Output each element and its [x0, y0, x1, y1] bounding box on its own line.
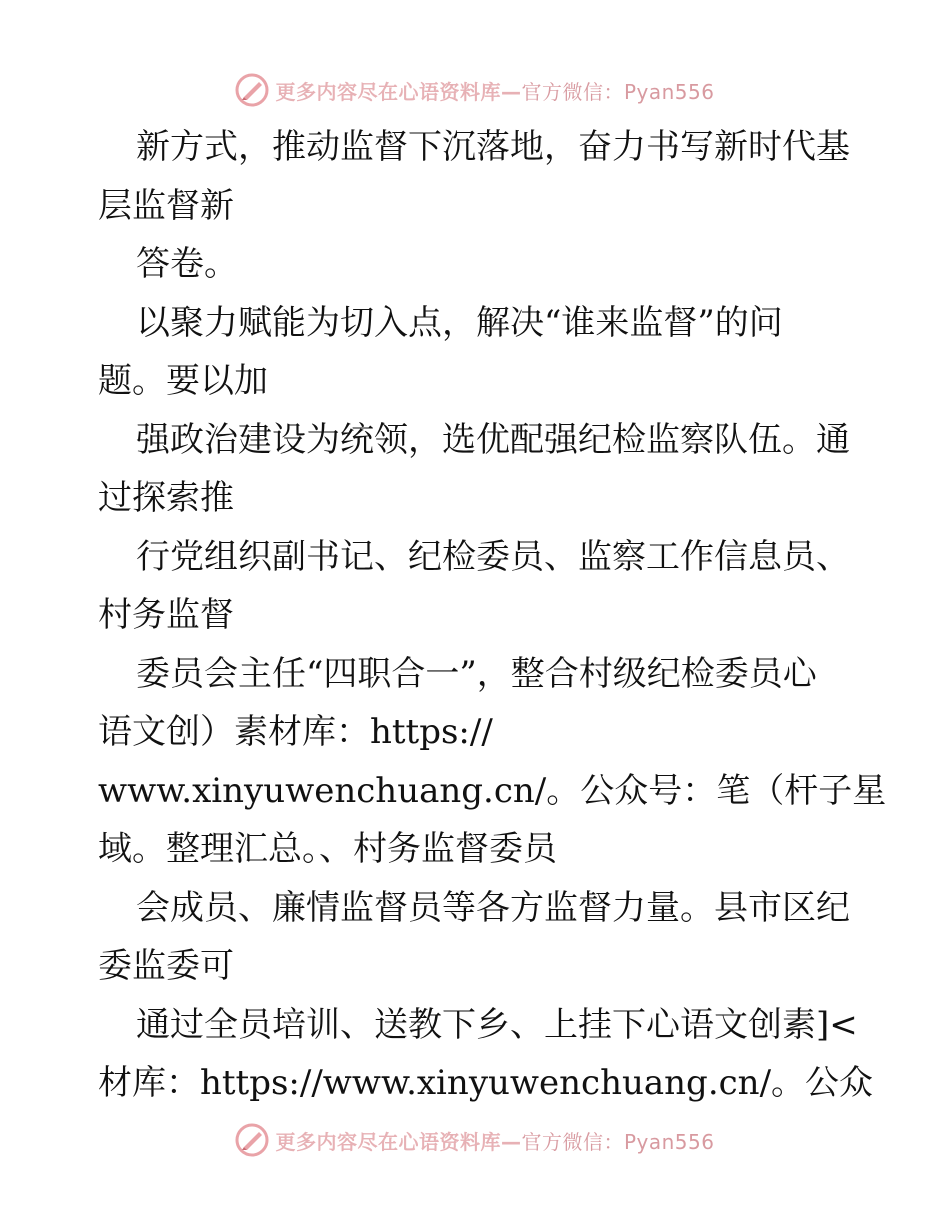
document-body: [98, 118, 887, 1113]
text-line: 新方式，推动监督下沉落地，奋力书写新时代基: [136, 127, 850, 167]
text-line: 委员会主任“四职合一”，整合村级纪检委员心: [136, 653, 817, 694]
text-line: 域。整理汇总。、村务监督委员: [98, 829, 557, 869]
text-line: 村务监督: [98, 595, 234, 635]
text-line: 材库：https://www.xinyuwenchuang.cn/。公众: [98, 1063, 874, 1103]
quill-pen-logo-icon: [235, 1123, 269, 1157]
header-watermark: [0, 70, 950, 110]
text-line: 行党组织副书记、纪检委员、监察工作信息员、: [136, 536, 850, 577]
quill-pen-logo-icon: [235, 73, 269, 107]
watermark-text: 更多内容尽在心语资料库—官方微信：Pyan556: [275, 1129, 715, 1154]
text-line: 强政治建设为统领，选优配强纪检监察队伍。通: [136, 419, 850, 460]
text-line: 委监委可: [98, 946, 234, 986]
text-line: 以聚力赋能为切入点，解决“谁来监督”的问: [136, 302, 783, 343]
text-line: 答卷。: [136, 244, 238, 284]
text-line: www.xinyuwenchuang.cn/。公众号：笔（杆子星: [98, 770, 887, 811]
text-line: 语文创）素材库：https://: [98, 712, 493, 752]
text-line: 通过全员培训、送教下乡、上挂下心语文创素]<: [136, 1004, 858, 1045]
text-line: 题。要以加: [98, 361, 268, 401]
text-line: 层监督新: [98, 185, 234, 226]
watermark-text: 更多内容尽在心语资料库—官方微信：Pyan556: [275, 79, 715, 104]
text-line: 过探索推: [98, 478, 234, 518]
footer-watermark: [0, 1120, 950, 1160]
text-line: 会成员、廉情监督员等各方监督力量。县市区纪: [136, 887, 850, 928]
